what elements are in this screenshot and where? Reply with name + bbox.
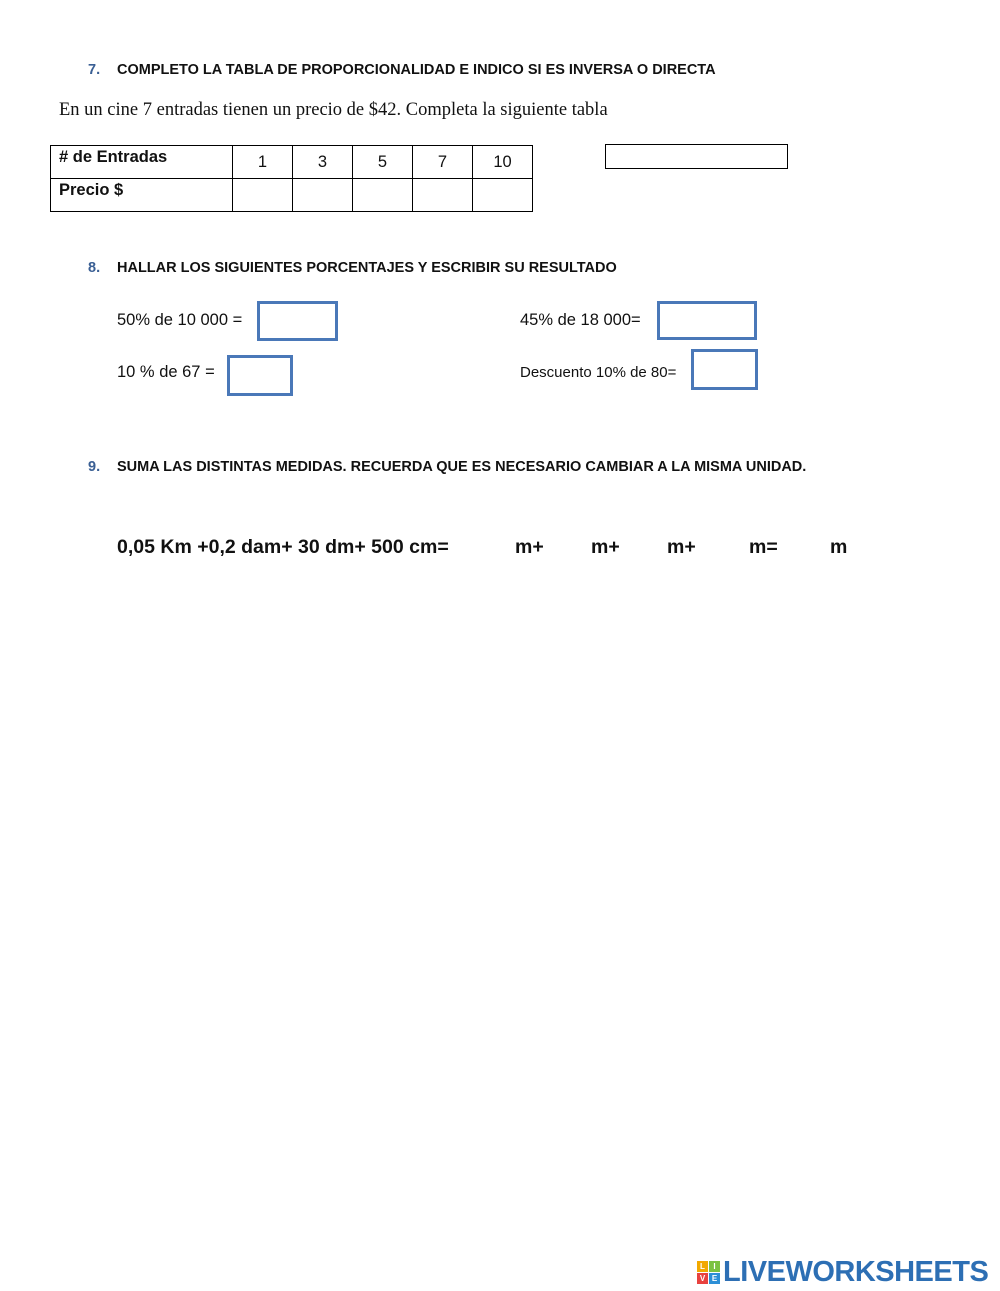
precio-answer-1[interactable]: [233, 179, 293, 212]
logo-tile-l: L: [697, 1261, 708, 1272]
q8-title: HALLAR LOS SIGUIENTES PORCENTAJES Y ESCRIBIR SU RESULTADO: [117, 260, 617, 276]
entradas-label: # de Entradas: [51, 146, 233, 179]
q9-title: SUMA LAS DISTINTAS MEDIDAS. RECUERDA QUE ES NECESARIO CAMBIAR A LA MISMA UNIDAD.: [117, 459, 807, 475]
entradas-value-1: 1: [233, 146, 293, 179]
entradas-value-7: 7: [413, 146, 473, 179]
entradas-value-5: 5: [353, 146, 413, 179]
q8-number: 8.: [88, 260, 101, 276]
percent-answer-box-3[interactable]: [227, 355, 293, 396]
unit-m-plus-2: m+: [591, 536, 620, 558]
unit-m-result: m: [830, 536, 848, 558]
percent-answer-box-2[interactable]: [657, 301, 757, 340]
precio-answer-10[interactable]: [473, 179, 533, 212]
percent-item-3: 10 % de 67 =: [117, 363, 215, 381]
logo-text: LIVEWORKSHEETS: [723, 1255, 989, 1288]
logo-tile-e: E: [709, 1273, 720, 1284]
q7-title: COMPLETO LA TABLA DE PROPORCIONALIDAD E INDICO SI ES INVERSA O DIRECTA: [117, 62, 716, 78]
percent-item-4: Descuento 10% de 80=: [520, 364, 677, 381]
logo-tile-v: V: [697, 1273, 708, 1284]
measures-formula: 0,05 Km +0,2 dam+ 30 dm+ 500 cm=: [117, 536, 449, 558]
q7-heading: [88, 62, 716, 78]
entradas-value-10: 10: [473, 146, 533, 179]
q7-number: 7.: [88, 62, 101, 78]
unit-m-plus-1: m+: [515, 536, 544, 558]
q7-intro: En un cine 7 entradas tienen un precio de $42. Completa la siguiente tabla: [59, 100, 608, 120]
precio-answer-5[interactable]: [353, 179, 413, 212]
percent-item-2: 45% de 18 000=: [520, 311, 641, 329]
entradas-value-3: 3: [293, 146, 353, 179]
q9-heading: [88, 459, 806, 475]
precio-answer-7[interactable]: [413, 179, 473, 212]
logo-tiles-icon: [697, 1261, 720, 1284]
percent-item-1: 50% de 10 000 =: [117, 311, 243, 329]
liveworksheets-logo: [697, 1255, 988, 1289]
proportionality-table: [50, 145, 533, 212]
percent-answer-box-4[interactable]: [691, 349, 758, 390]
percent-answer-box-1[interactable]: [257, 301, 338, 341]
q8-heading: [88, 260, 617, 276]
unit-m-equals: m=: [749, 536, 778, 558]
proportion-type-answer-box[interactable]: [605, 144, 788, 169]
table-row-precio: [51, 179, 533, 212]
precio-answer-3[interactable]: [293, 179, 353, 212]
table-row-entradas: [51, 146, 533, 179]
precio-label: Precio $: [51, 179, 233, 212]
logo-tile-i: I: [709, 1261, 720, 1272]
q9-number: 9.: [88, 459, 101, 475]
unit-m-plus-3: m+: [667, 536, 696, 558]
